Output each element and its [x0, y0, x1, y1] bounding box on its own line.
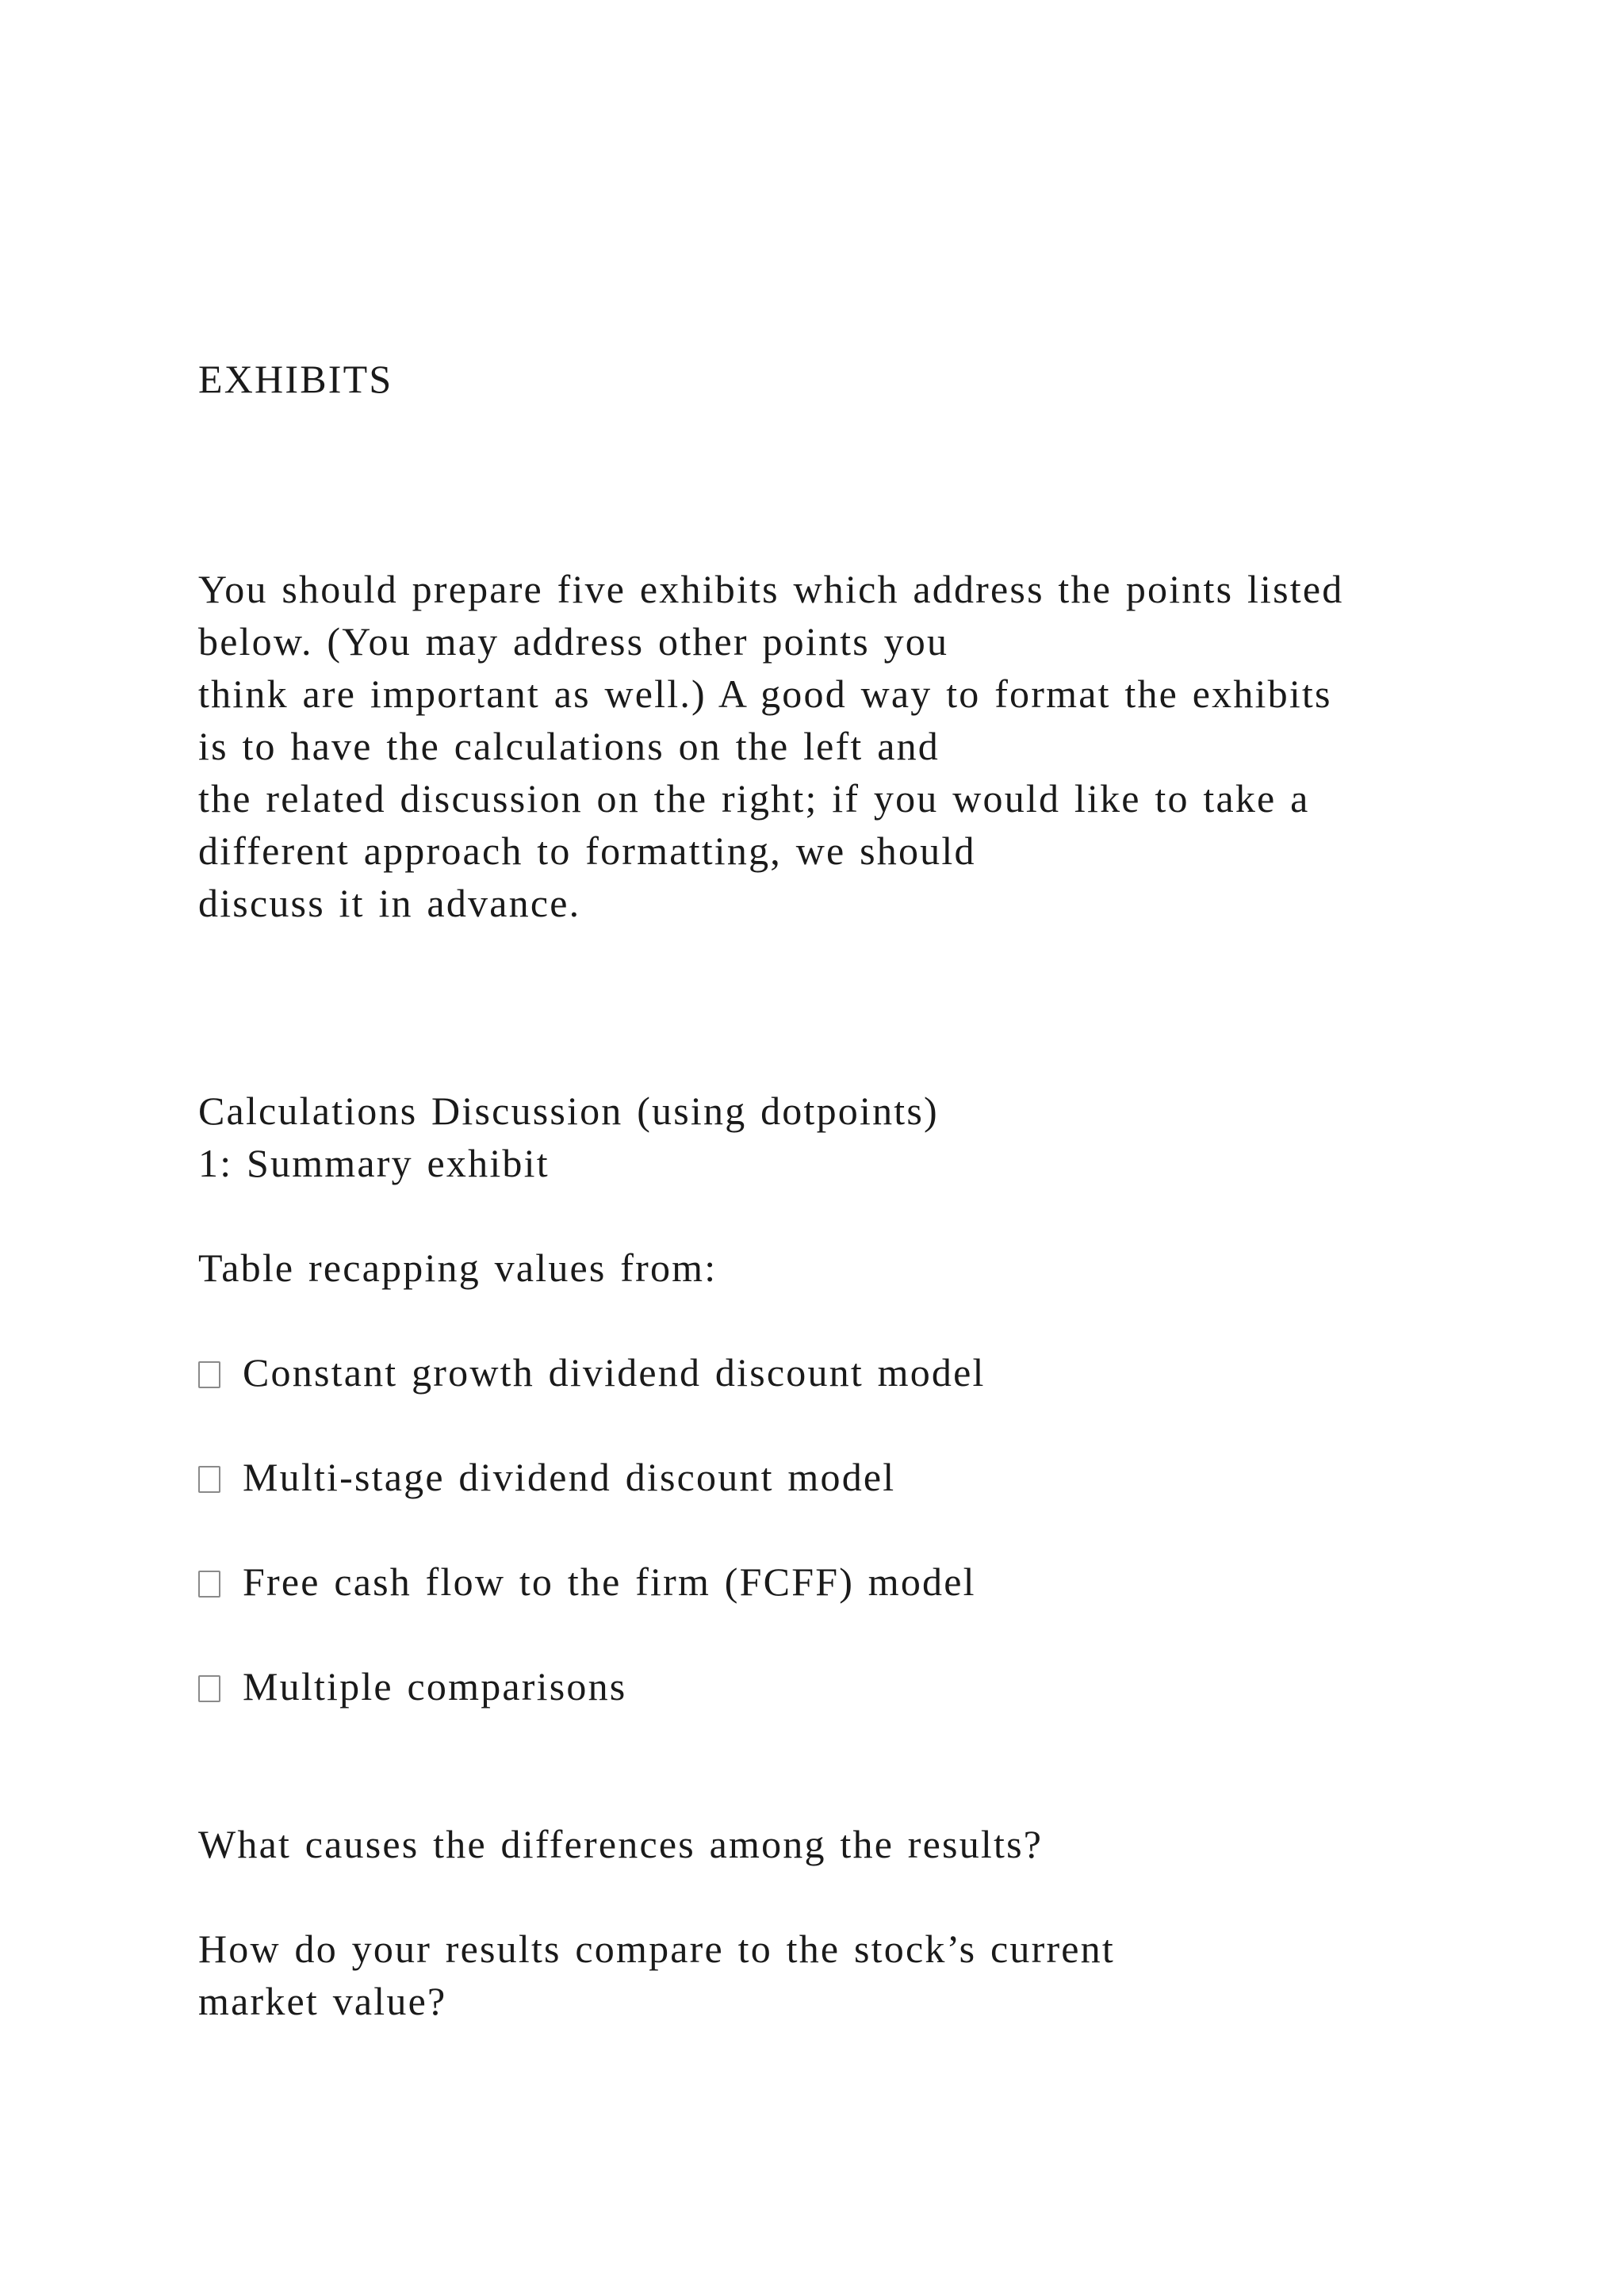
checkbox-bullet-icon	[198, 1466, 220, 1493]
checkbox-bullet-icon	[198, 1571, 220, 1598]
question-differences: What causes the differences among the results?	[198, 1822, 1044, 1866]
checkbox-bullet-icon	[198, 1361, 220, 1388]
exhibit-title: 1: Summary exhibit	[198, 1141, 550, 1185]
question-compare-line-2: market value?	[198, 1979, 447, 2023]
intro-line-1: You should prepare five exhibits which address the points listed	[198, 567, 1344, 611]
question-compare-line-1: How do your results compare to the stock’s current	[198, 1927, 1115, 1971]
intro-line-3: think are important as well.) A good way to format the exhibits	[198, 672, 1332, 716]
list-item-label: Constant growth dividend discount model	[243, 1350, 986, 1395]
table-intro: Table recapping values from:	[198, 1246, 718, 1290]
intro-line-4: is to have the calculations on the left and	[198, 724, 940, 768]
list-item-label: Multi-stage dividend discount model	[243, 1455, 896, 1499]
list-item-label: Free cash flow to the firm (FCFF) model	[243, 1559, 976, 1604]
checkbox-bullet-icon	[198, 1675, 220, 1702]
intro-line-6: different approach to formatting, we should	[198, 828, 976, 873]
page-heading: EXHIBITS	[198, 357, 393, 401]
list-item	[198, 1556, 976, 1608]
columns-header: Calculations Discussion (using dotpoints)	[198, 1089, 939, 1133]
list-item-label: Multiple comparisons	[243, 1664, 627, 1709]
list-item	[198, 1660, 626, 1712]
list-item	[198, 1346, 986, 1399]
intro-line-5: the related discussion on the right; if you would like to take a	[198, 776, 1310, 821]
list-item	[198, 1451, 895, 1503]
intro-line-2: below. (You may address other points you	[198, 619, 949, 664]
intro-line-7: discuss it in advance.	[198, 881, 581, 925]
